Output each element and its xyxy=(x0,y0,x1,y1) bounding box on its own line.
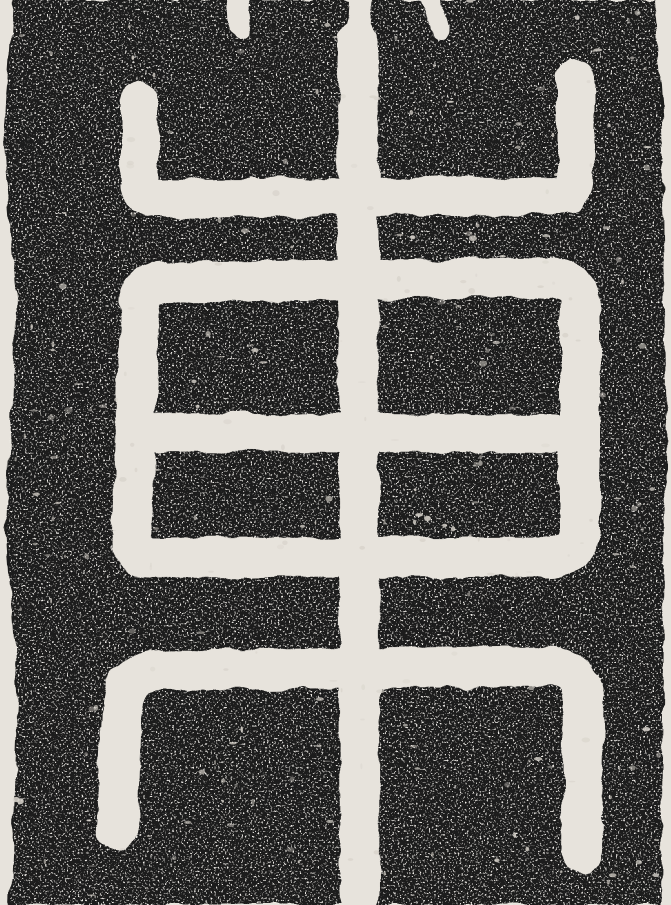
stone-chip xyxy=(654,839,659,841)
stone-chip xyxy=(191,380,196,384)
stone-chip xyxy=(639,344,647,349)
stone-chip xyxy=(486,349,490,353)
stone-chip xyxy=(88,866,96,867)
stone-chip xyxy=(575,16,580,20)
stone-chip xyxy=(50,51,53,56)
stone-chip xyxy=(478,461,482,466)
stone-chip xyxy=(135,468,138,472)
stone-chip xyxy=(84,752,88,756)
stone-chip xyxy=(194,515,197,520)
stone-chip xyxy=(338,101,340,106)
stone-chip xyxy=(17,798,24,804)
stone-chip xyxy=(526,571,533,573)
stone-chip xyxy=(643,146,651,148)
stone-chip xyxy=(175,411,177,414)
stone-chip xyxy=(487,573,495,576)
stone-chip xyxy=(489,334,495,336)
stone-chip xyxy=(433,64,435,67)
stone-chip xyxy=(316,697,324,701)
stone-chip xyxy=(415,513,423,517)
stone-chip xyxy=(229,742,237,745)
stone-chip xyxy=(509,407,515,410)
stone-chip xyxy=(630,765,636,770)
stone-chip xyxy=(630,56,634,59)
stone-chip xyxy=(590,163,593,167)
stone-chip xyxy=(248,344,255,347)
stone-chip xyxy=(235,785,238,786)
stone-chip xyxy=(376,690,384,694)
stone-chip xyxy=(241,228,249,233)
stone-chip xyxy=(146,888,149,890)
stone-chip xyxy=(619,214,621,216)
stone-chip xyxy=(374,850,380,854)
stone-chip xyxy=(541,444,550,448)
stone-chip xyxy=(479,455,482,459)
stone-chip xyxy=(451,526,455,531)
stone-chip xyxy=(589,519,593,522)
stone-chip xyxy=(45,554,50,555)
stone-chip xyxy=(515,122,522,126)
stone-chip xyxy=(124,372,127,377)
stone-chip xyxy=(14,457,17,461)
stone-chip xyxy=(560,870,563,873)
stone-chip xyxy=(534,757,542,761)
stone-chip xyxy=(261,775,264,777)
stone-chip xyxy=(513,832,516,838)
stone-chip xyxy=(150,667,155,672)
stone-chip xyxy=(311,19,318,21)
stone-chip xyxy=(605,815,607,817)
stone-chip xyxy=(155,469,161,471)
stone-chip xyxy=(552,282,555,285)
stone-chip xyxy=(414,488,416,491)
stone-chip xyxy=(332,36,339,38)
stone-chip xyxy=(468,288,475,294)
stone-chip xyxy=(64,407,72,412)
stone-chip xyxy=(474,462,479,467)
stone-chip xyxy=(358,381,366,383)
stone-chip xyxy=(241,726,243,732)
stone-chip xyxy=(636,860,642,864)
stone-chip xyxy=(552,133,555,138)
stone-chip xyxy=(543,234,550,237)
stone-chip xyxy=(616,257,622,263)
stone-chip xyxy=(455,305,461,307)
stone-chip xyxy=(594,48,603,51)
stone-chip xyxy=(391,439,399,440)
stone-chip xyxy=(599,392,605,397)
stone-chip xyxy=(340,340,342,342)
stone-chip xyxy=(206,331,211,337)
stone-chip xyxy=(478,160,480,162)
stone-chip xyxy=(500,122,503,124)
stone-chip xyxy=(512,890,515,891)
stone-chip xyxy=(351,164,358,168)
stone-chip xyxy=(119,477,127,482)
stone-chip xyxy=(33,493,40,496)
stone-chip xyxy=(442,524,447,527)
stone-chip xyxy=(537,285,543,288)
stone-chip xyxy=(580,542,584,544)
stone-chip xyxy=(547,766,555,768)
stone-chip xyxy=(153,73,156,78)
stone-chip xyxy=(431,852,434,858)
stone-chip xyxy=(630,566,637,568)
stone-chip xyxy=(127,137,136,142)
stone-chip xyxy=(409,745,417,748)
stone-chip xyxy=(642,727,650,731)
stone-chip xyxy=(222,800,224,803)
stone-chip xyxy=(499,255,505,258)
stone-chip xyxy=(196,405,200,409)
stone-chip xyxy=(218,218,222,223)
stone-chip xyxy=(19,34,24,37)
stone-chip xyxy=(568,554,570,557)
stone-chip xyxy=(131,212,136,217)
stone-chip xyxy=(614,498,621,500)
stone-chip xyxy=(525,847,529,852)
stone-chip xyxy=(424,516,431,521)
stone-chip xyxy=(190,713,192,715)
stone-chip xyxy=(272,190,279,196)
stone-chip xyxy=(627,18,630,24)
stone-chip xyxy=(646,279,651,282)
stone-chip xyxy=(430,355,433,359)
stone-chip xyxy=(465,231,473,236)
stone-chip xyxy=(451,652,457,656)
stone-chip xyxy=(420,538,426,542)
stone-chip xyxy=(323,761,331,762)
stone-chip xyxy=(132,55,135,59)
stone-chip xyxy=(361,684,365,690)
stone-chip xyxy=(587,80,591,83)
stone-chip xyxy=(609,873,617,877)
stone-chip xyxy=(582,738,590,743)
stone-chip xyxy=(521,142,525,145)
stone-chip xyxy=(325,496,332,502)
stone-chip xyxy=(364,417,366,421)
stone-chip xyxy=(172,856,176,860)
stone-chip xyxy=(88,408,92,411)
stone-chip xyxy=(24,433,26,439)
stone-chip xyxy=(359,546,365,550)
stone-chip xyxy=(475,274,477,277)
stone-chip xyxy=(360,763,362,769)
stone-chip xyxy=(603,226,611,229)
stone-chip xyxy=(341,688,343,692)
stone-chip xyxy=(447,101,455,103)
stone-chip xyxy=(369,95,376,98)
stone-chip xyxy=(64,555,66,558)
stone-chip xyxy=(130,443,134,447)
stone-chip xyxy=(251,799,255,805)
stone-chip xyxy=(621,279,624,284)
stone-chip xyxy=(537,87,545,91)
stone-chip xyxy=(609,795,612,799)
stone-chip xyxy=(395,36,398,40)
stone-chip xyxy=(656,752,661,758)
stone-chip xyxy=(77,718,81,719)
stone-chip xyxy=(89,706,95,712)
stone-chip xyxy=(607,880,610,885)
stone-chip xyxy=(316,89,319,95)
stone-chip xyxy=(48,415,55,420)
stone-chip xyxy=(329,680,337,681)
stone-chip xyxy=(437,300,445,305)
stone-chip xyxy=(252,348,259,352)
stone-chip xyxy=(55,502,60,504)
stone-chip xyxy=(198,522,201,523)
top-tick-right xyxy=(430,0,440,30)
stone-chip xyxy=(569,297,573,300)
stone-chip xyxy=(99,404,107,408)
stone-chip xyxy=(396,234,403,236)
stone-chip xyxy=(644,165,650,171)
stone-chip xyxy=(493,341,500,345)
stone-chip xyxy=(298,861,300,864)
stone-chip xyxy=(315,521,317,525)
stone-chip xyxy=(255,651,257,654)
stone-chip xyxy=(44,859,46,864)
stone-chip xyxy=(283,159,288,165)
stone-chip xyxy=(445,256,449,258)
stone-chip xyxy=(467,592,470,596)
stone-chip xyxy=(290,776,295,782)
stone-chip xyxy=(33,543,38,546)
stone-chip xyxy=(326,820,333,823)
stone-chip xyxy=(228,824,235,827)
stone-chip xyxy=(476,224,480,228)
stone-chip xyxy=(324,23,330,27)
stone-chip xyxy=(128,25,131,28)
stone-chip xyxy=(282,541,287,546)
stone-chip xyxy=(20,607,22,611)
stone-chip xyxy=(30,324,33,329)
stone-chip xyxy=(360,719,365,721)
stone-chip xyxy=(290,246,293,249)
stone-chip xyxy=(150,565,152,570)
stone-chip xyxy=(184,821,191,824)
stone-chip xyxy=(114,398,118,402)
stone-chip xyxy=(613,553,620,555)
stone-chip xyxy=(197,631,205,634)
stone-chip xyxy=(199,770,205,775)
stone-chip xyxy=(367,206,374,210)
stone-chip xyxy=(507,538,510,541)
stone-chip xyxy=(316,745,322,747)
stone-chip xyxy=(30,410,38,412)
stone-chip xyxy=(631,506,637,512)
stone-chip xyxy=(456,326,460,327)
stone-chip xyxy=(515,573,518,579)
stone-chip xyxy=(348,858,354,861)
stone-chip xyxy=(277,545,284,550)
stone-chip xyxy=(542,260,549,263)
stone-chip xyxy=(410,235,415,239)
stone-chip xyxy=(460,280,466,283)
stone-chip xyxy=(120,848,125,849)
stone-chip xyxy=(641,527,644,532)
stone-chip xyxy=(469,235,477,241)
stone-chip xyxy=(528,760,531,763)
stone-chip xyxy=(383,325,387,328)
stone-chip xyxy=(410,110,414,115)
stone-chip xyxy=(637,502,642,507)
stone-chip xyxy=(546,189,549,194)
stone-chip xyxy=(50,598,52,604)
stone-chip xyxy=(215,262,222,265)
stone-chip xyxy=(63,435,65,440)
stone-chip xyxy=(554,174,559,177)
stone-chip xyxy=(86,819,91,821)
stone-chip xyxy=(74,383,81,385)
central-vertical-stroke xyxy=(358,40,360,895)
stone-chip xyxy=(414,767,420,769)
stone-chip xyxy=(619,767,621,771)
stone-chip xyxy=(281,444,285,450)
stone-chip xyxy=(528,686,534,690)
stone-chip xyxy=(208,571,214,573)
stone-chip xyxy=(383,871,385,875)
stone-chip xyxy=(50,456,59,459)
stone-chip xyxy=(469,534,472,537)
stone-chip xyxy=(221,779,225,783)
stone-chip xyxy=(478,537,480,542)
stone-chip xyxy=(576,340,581,342)
stone-chip xyxy=(471,501,479,503)
stone-chip xyxy=(259,361,267,363)
stone-chip xyxy=(158,600,160,602)
stone-chip xyxy=(52,341,55,347)
stone-chip xyxy=(223,668,228,671)
stone-chip xyxy=(214,760,216,765)
stone-chip xyxy=(167,131,173,134)
stone-chip xyxy=(287,848,295,852)
stone-chip xyxy=(52,516,55,521)
stone-chip xyxy=(479,361,487,367)
stone-chip xyxy=(653,873,659,877)
stone-chip xyxy=(402,679,410,683)
stone-chip xyxy=(413,520,416,524)
stone-chip xyxy=(59,283,67,289)
stone-chip xyxy=(100,67,104,70)
stone-chip xyxy=(127,161,134,165)
stone-chip xyxy=(51,349,55,351)
stone-chip xyxy=(397,276,401,282)
stone-chip xyxy=(340,94,346,98)
stone-chip xyxy=(635,10,641,15)
stone-chip xyxy=(63,212,67,214)
stone-chip xyxy=(403,724,408,727)
stone-chip xyxy=(82,159,84,163)
stone-chip xyxy=(87,894,95,896)
stone-chip xyxy=(237,49,245,54)
stone-chip xyxy=(643,68,647,70)
stone-chip xyxy=(494,858,499,862)
stone-chip xyxy=(128,307,135,310)
stone-chip xyxy=(404,289,409,293)
stone-chip xyxy=(84,553,89,559)
stone-chip xyxy=(223,419,231,424)
stone-chip xyxy=(649,487,654,491)
stone-chip xyxy=(383,171,385,175)
stone-chip xyxy=(94,705,99,711)
stone-chip xyxy=(383,298,388,301)
stone-chip xyxy=(607,124,610,128)
top-tick-left xyxy=(238,0,240,28)
stone-chip xyxy=(562,333,568,338)
stone-chip xyxy=(659,888,661,890)
stone-chip xyxy=(147,835,151,837)
stone-chip xyxy=(537,412,539,414)
stone-chip xyxy=(515,146,520,149)
stone-chip xyxy=(504,782,510,787)
stone-chip xyxy=(300,525,305,528)
stone-chip xyxy=(568,781,575,783)
stone-chip xyxy=(383,518,385,524)
stone-chip xyxy=(216,356,224,358)
stone-chip xyxy=(153,527,159,530)
stone-chip xyxy=(129,629,136,634)
